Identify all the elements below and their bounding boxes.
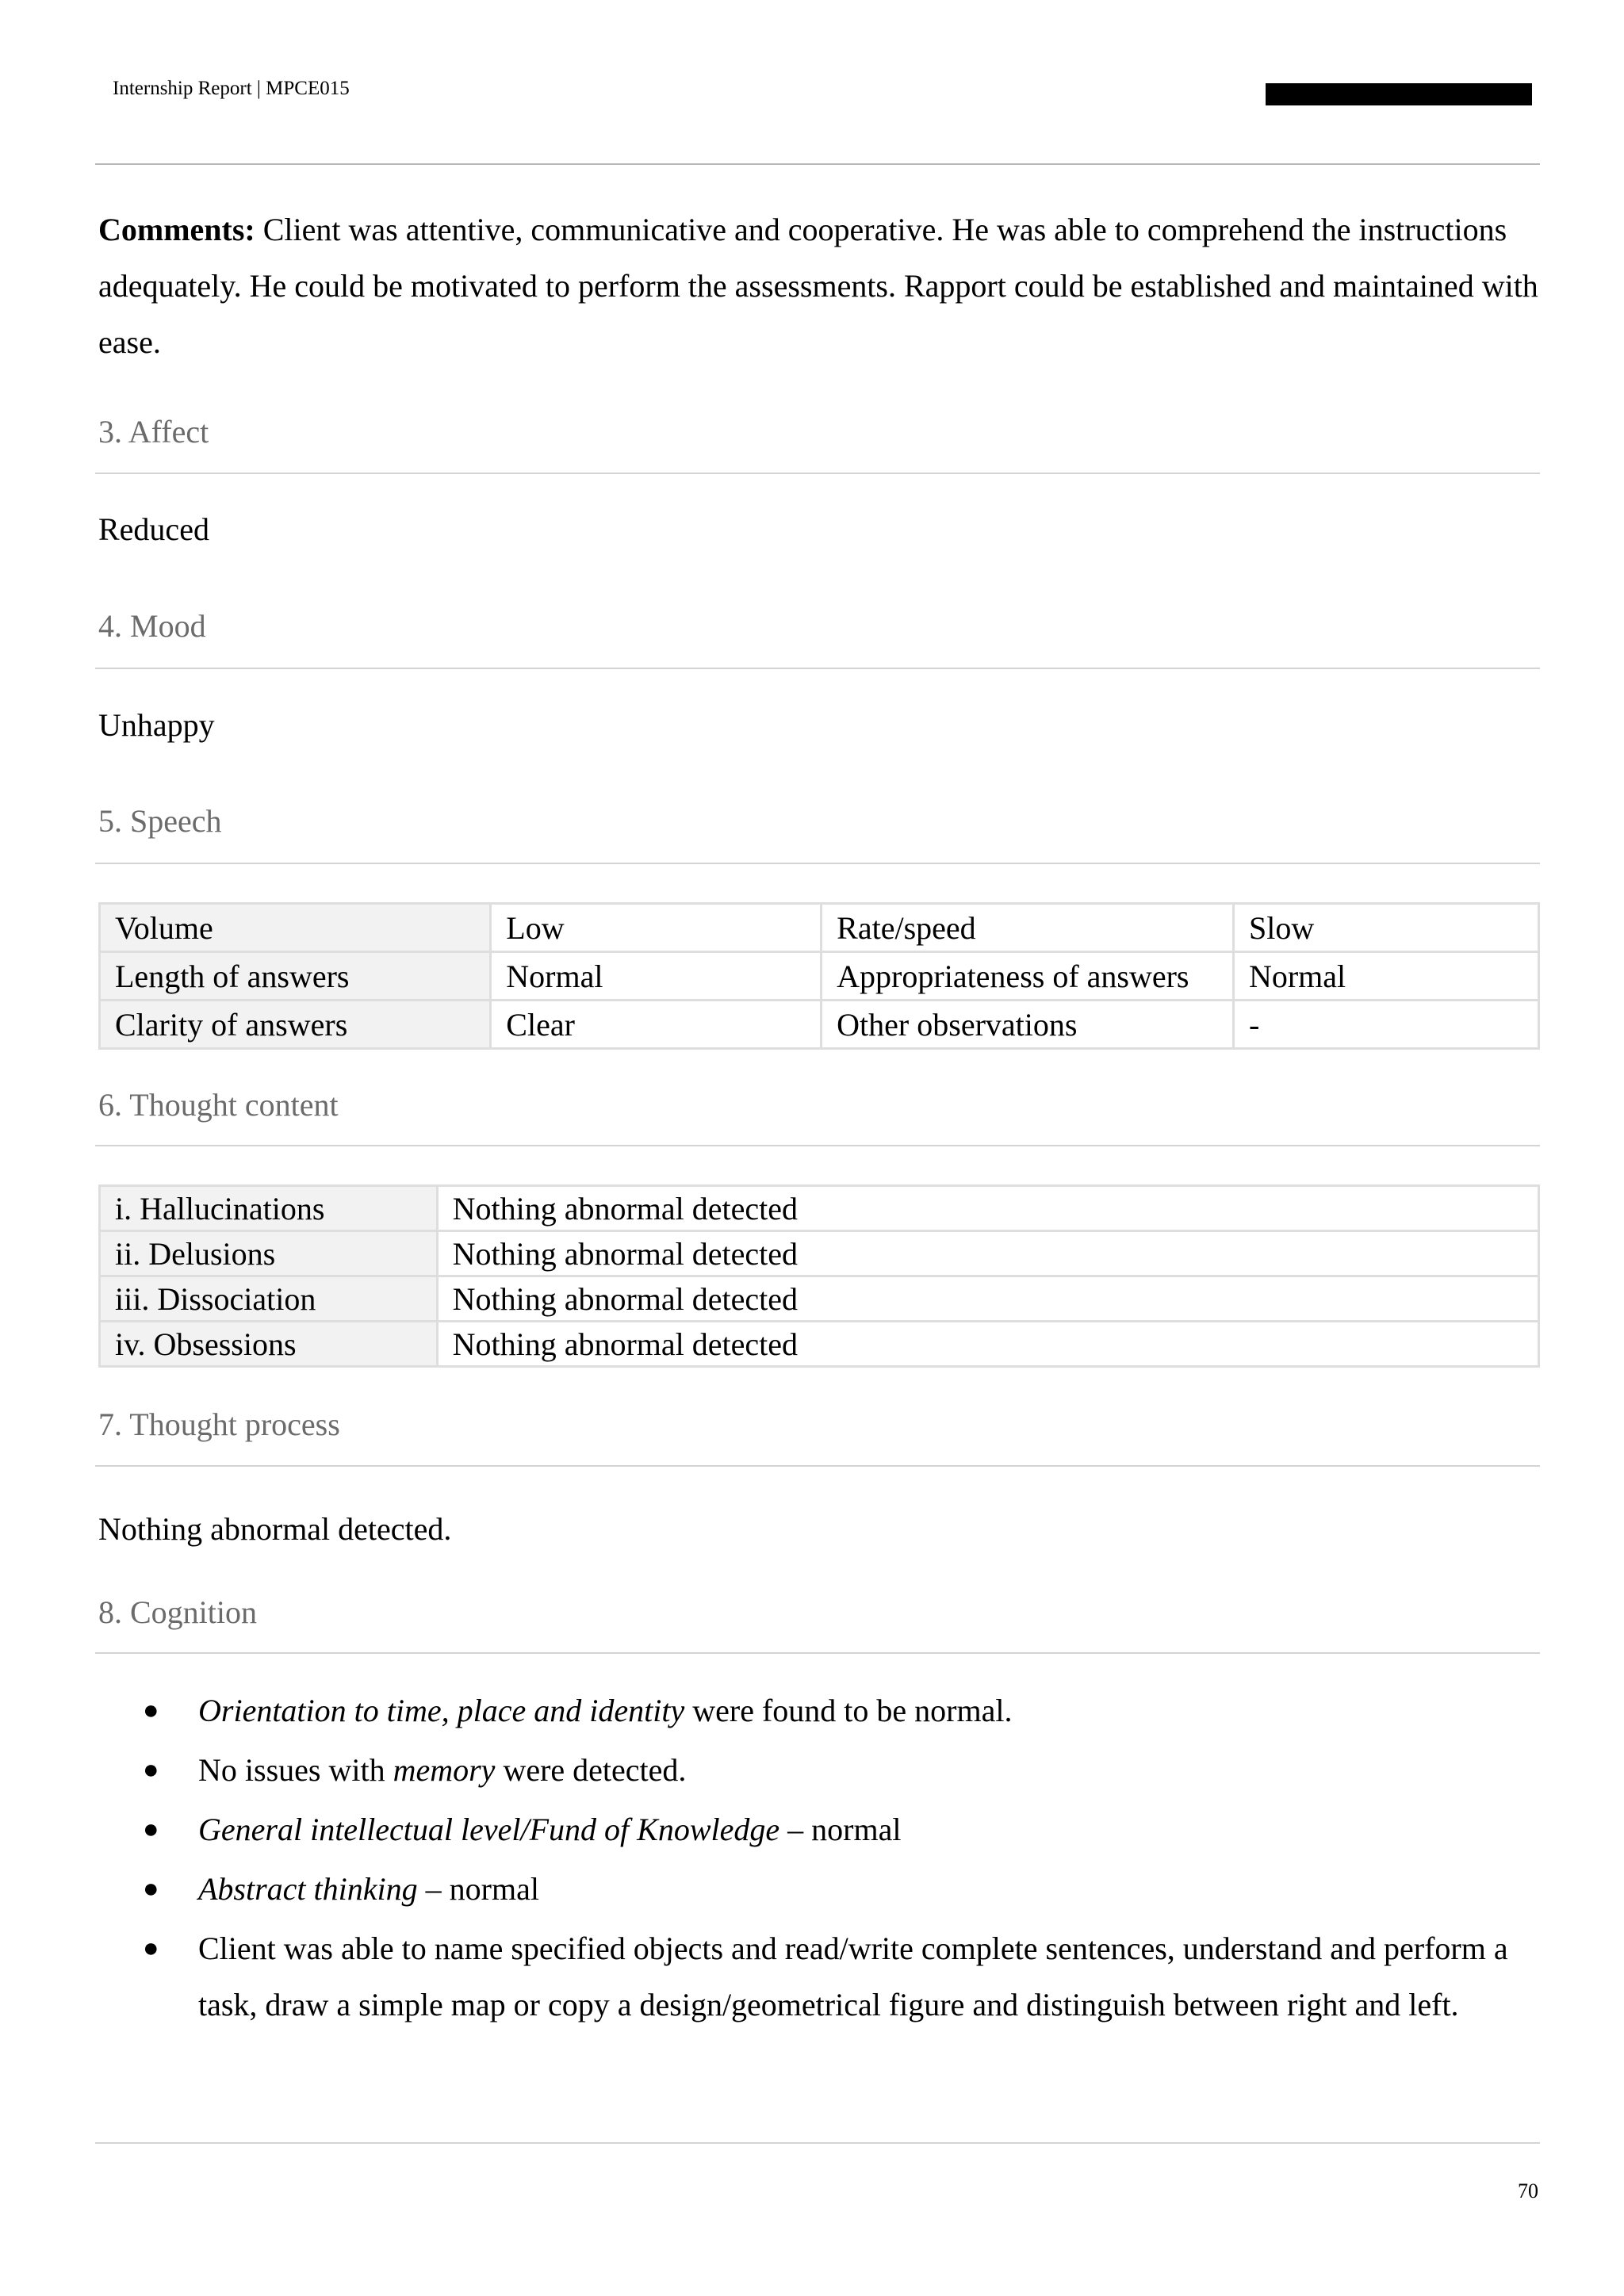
- table-cell: Normal: [491, 952, 822, 1001]
- mood-heading: 4. Mood: [98, 608, 206, 644]
- table-cell: Other observations: [822, 1001, 1234, 1049]
- table-cell: Rate/speed: [822, 904, 1234, 952]
- table-cell: Clarity of answers: [100, 1001, 491, 1049]
- mood-value: Unhappy: [98, 707, 215, 743]
- list-item-italic: Abstract thinking: [198, 1871, 418, 1907]
- table-cell: ii. Delusions: [100, 1231, 438, 1276]
- thought-content-rule: [95, 1145, 1540, 1146]
- table-row: [100, 1186, 1539, 1231]
- table-cell: iii. Dissociation: [100, 1276, 438, 1322]
- bullet-icon: ●: [143, 1874, 159, 1904]
- table-cell: iv. Obsessions: [100, 1322, 438, 1367]
- comments-text: Client was attentive, communicative and cooperative. He was able to comprehend the instructions adequately. He could be motivated to perform the assessments. Rapport could be established and maintained with ease.: [98, 212, 1538, 360]
- bullet-icon: ●: [143, 1696, 159, 1725]
- cognition-list: [143, 1682, 1546, 2036]
- table-row: [100, 952, 1539, 1001]
- table-row: [100, 1001, 1539, 1049]
- thought-process-value: Nothing abnormal detected.: [98, 1511, 452, 1547]
- table-cell: Nothing abnormal detected: [437, 1322, 1538, 1367]
- redacted-block: [1266, 83, 1532, 105]
- speech-rule: [95, 863, 1540, 864]
- list-item-text: Client was able to name specified objects and read/write complete sentences, understand and perform a task, draw a simple map or copy a design/geometrical figure and distinguish between right and left.: [198, 1931, 1508, 2022]
- thought-content-heading: 6. Thought content: [98, 1087, 339, 1123]
- header-rule: [95, 163, 1540, 165]
- list-item-text: were detected.: [495, 1752, 687, 1788]
- table-cell: Normal: [1233, 952, 1538, 1001]
- table-cell: Nothing abnormal detected: [437, 1231, 1538, 1276]
- cognition-heading: 8. Cognition: [98, 1594, 258, 1630]
- bullet-icon: ●: [143, 1815, 159, 1844]
- list-item: [143, 1861, 1546, 1917]
- footer-rule: [95, 2142, 1540, 2144]
- speech-table: [98, 902, 1540, 1050]
- thought-process-rule: [95, 1465, 1540, 1467]
- list-item: [143, 1920, 1546, 2033]
- table-row: [100, 1322, 1539, 1367]
- table-row: [100, 904, 1539, 952]
- table-cell: i. Hallucinations: [100, 1186, 438, 1231]
- table-row: [100, 1276, 1539, 1322]
- report-header-title: Internship Report | MPCE015: [113, 78, 350, 99]
- list-item-text: No issues with: [198, 1752, 393, 1788]
- mood-rule: [95, 668, 1540, 669]
- list-item-italic: Orientation to time, place and identity: [198, 1693, 685, 1728]
- list-item: [143, 1742, 1546, 1798]
- table-cell: -: [1233, 1001, 1538, 1049]
- table-cell: Volume: [100, 904, 491, 952]
- table-cell: Slow: [1233, 904, 1538, 952]
- list-item-text: – normal: [417, 1871, 539, 1907]
- affect-rule: [95, 473, 1540, 474]
- thought-content-table: [98, 1184, 1540, 1368]
- list-item-italic: General intellectual level/Fund of Knowledge: [198, 1812, 780, 1847]
- bullet-icon: ●: [143, 1755, 159, 1785]
- cognition-rule: [95, 1652, 1540, 1654]
- list-item-italic: memory: [393, 1752, 496, 1788]
- bullet-icon: ●: [143, 1934, 159, 1963]
- list-item: [143, 1801, 1546, 1858]
- table-cell: Clear: [491, 1001, 822, 1049]
- affect-value: Reduced: [98, 511, 209, 547]
- comments-paragraph: [98, 201, 1542, 370]
- table-row: [100, 1231, 1539, 1276]
- affect-heading: 3. Affect: [98, 414, 209, 450]
- table-cell: Appropriateness of answers: [822, 952, 1234, 1001]
- thought-process-heading: 7. Thought process: [98, 1406, 340, 1442]
- speech-heading: 5. Speech: [98, 803, 222, 839]
- comments-label: Comments:: [98, 212, 255, 247]
- table-cell: Nothing abnormal detected: [437, 1186, 1538, 1231]
- table-cell: Low: [491, 904, 822, 952]
- table-cell: Nothing abnormal detected: [437, 1276, 1538, 1322]
- table-cell: Length of answers: [100, 952, 491, 1001]
- list-item-text: were found to be normal.: [684, 1693, 1013, 1728]
- list-item: [143, 1682, 1546, 1739]
- list-item-text: – normal: [779, 1812, 902, 1847]
- page-number: 70: [1518, 2179, 1538, 2202]
